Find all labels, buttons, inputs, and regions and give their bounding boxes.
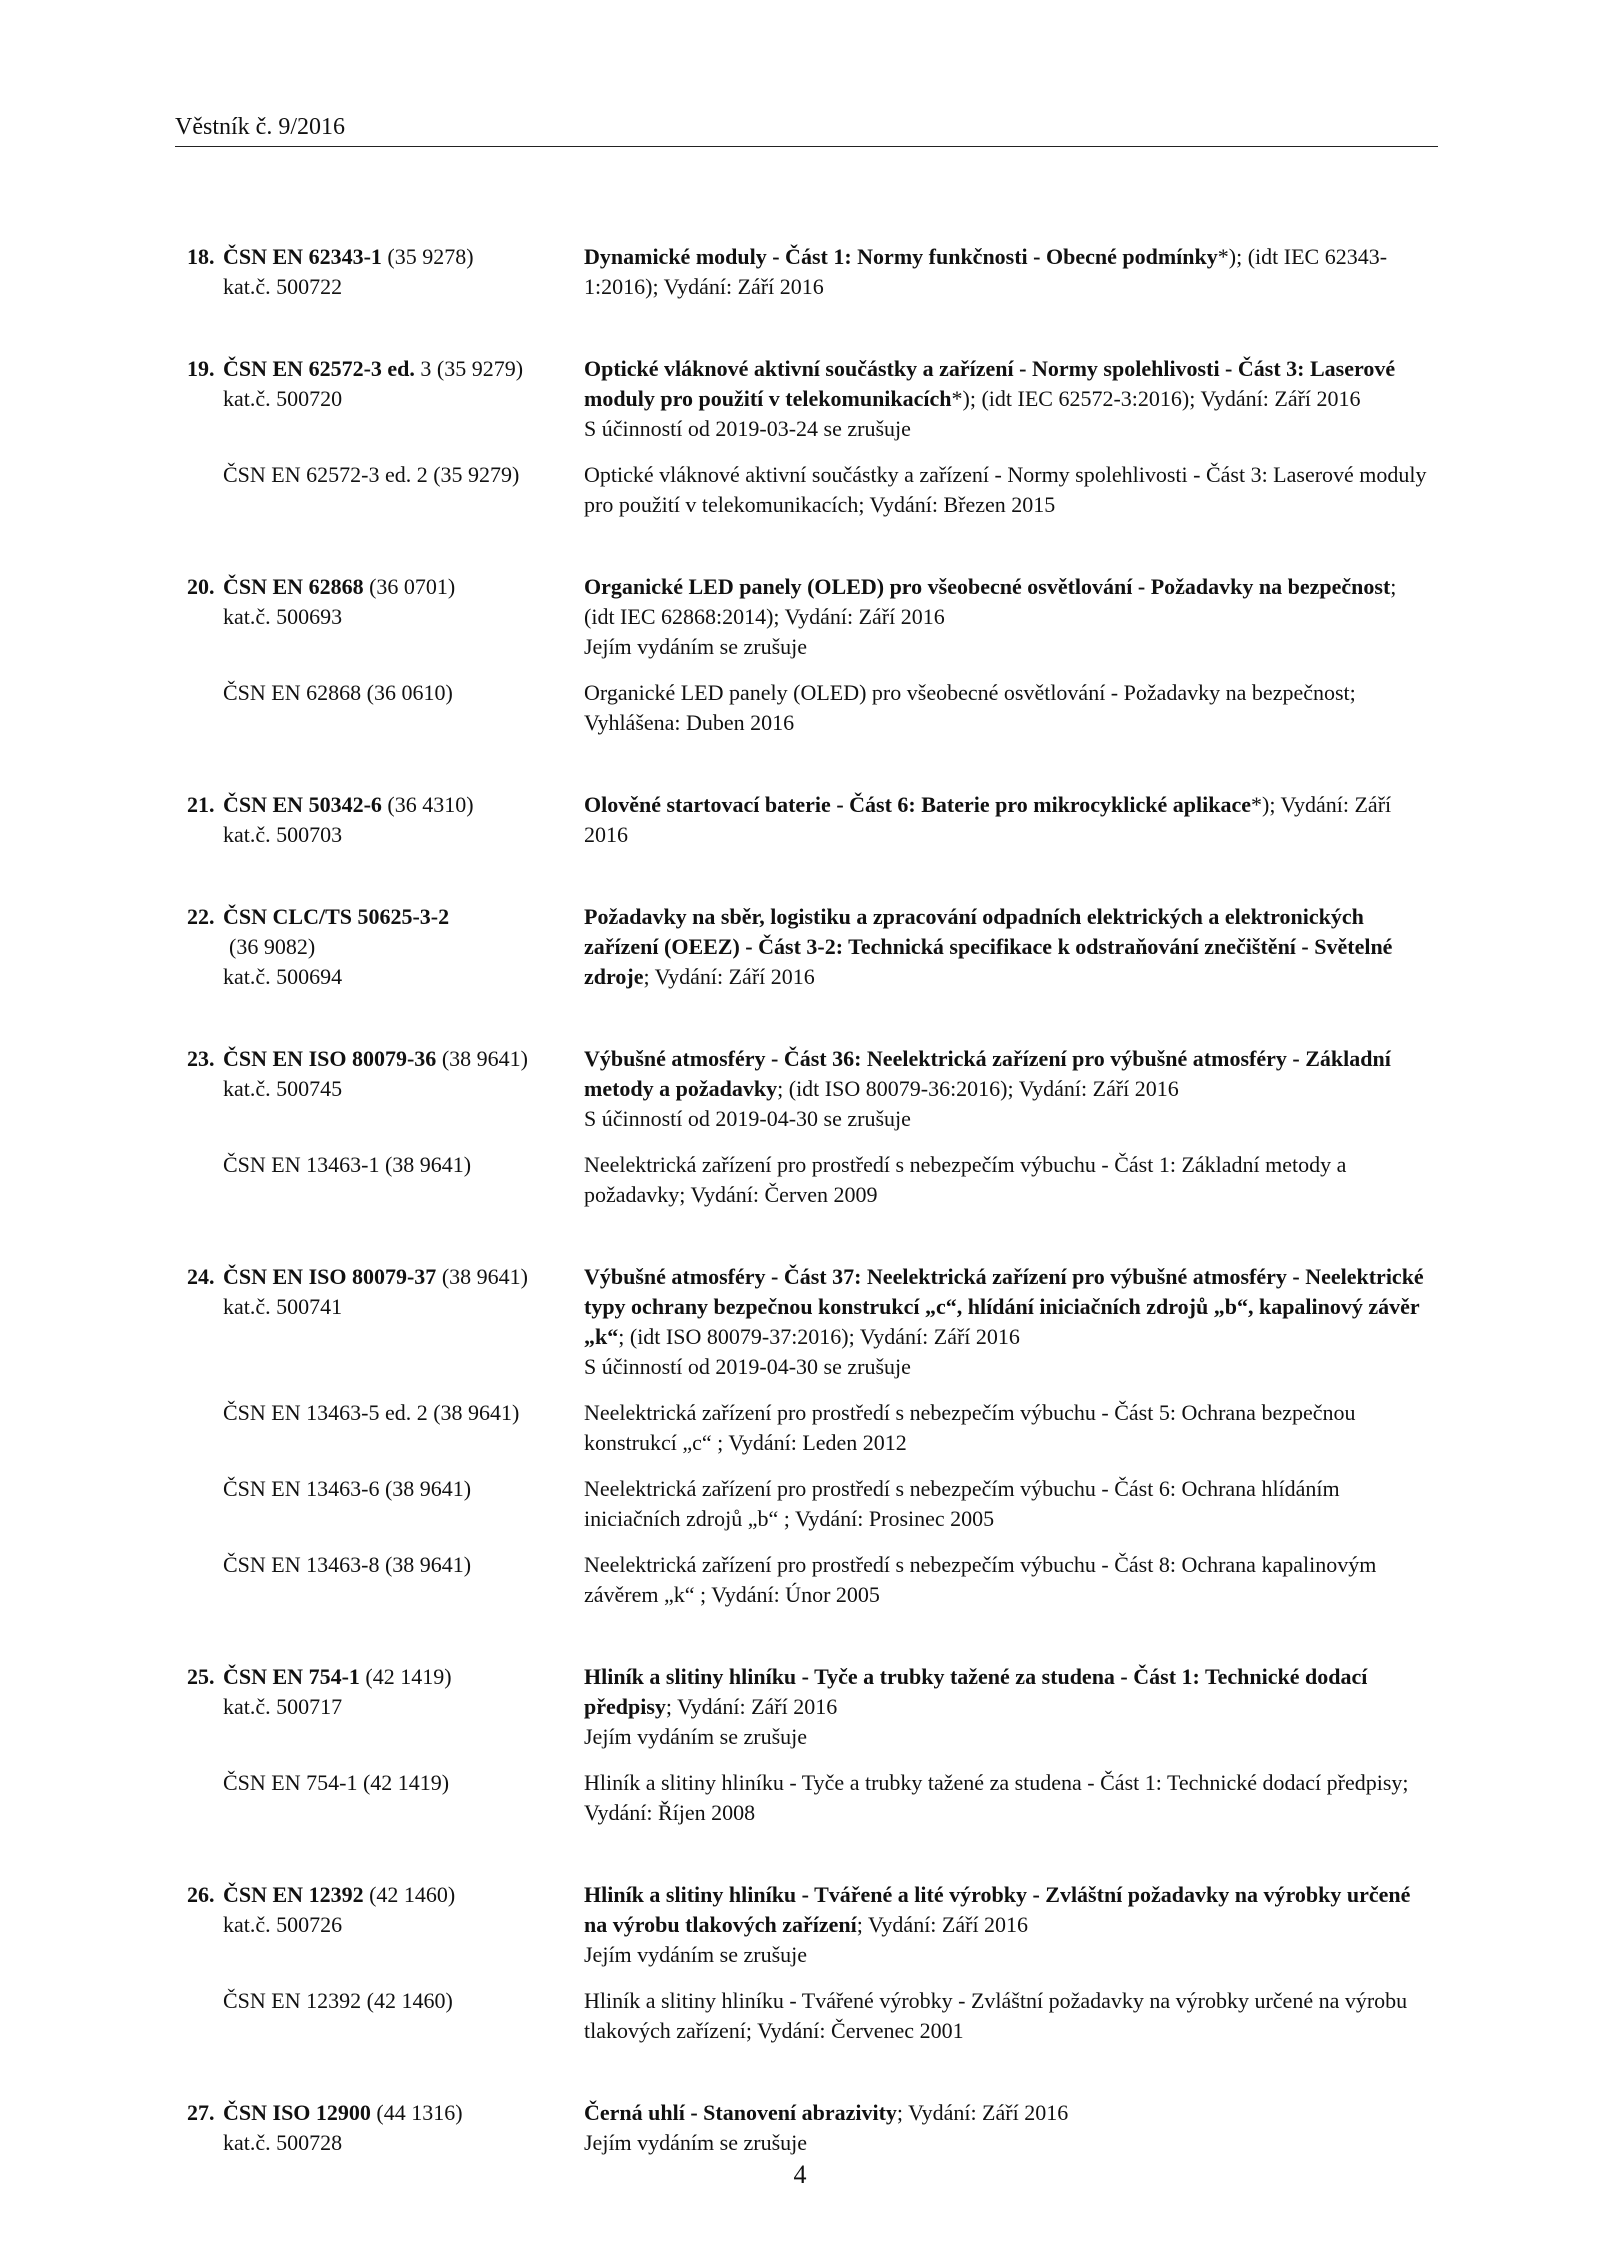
- standard-entry: [0, 1262, 1600, 1610]
- standard-entry: [0, 354, 1600, 520]
- replaced-standard-identifiers: [0, 1474, 584, 1534]
- entry-main-row: [0, 1880, 1600, 1970]
- entry-main-row: [0, 354, 1600, 444]
- standard-classification: (36 0701): [363, 574, 456, 599]
- standard-code: [172, 790, 584, 820]
- entry-number: 20.: [187, 574, 215, 599]
- standard-code: [172, 242, 584, 272]
- standard-code: [172, 1880, 584, 1910]
- entry-main-row: [0, 572, 1600, 662]
- entry-identifiers: [0, 2098, 584, 2158]
- standard-classification-extra: (36 9082): [229, 934, 316, 959]
- standard-entry: [0, 1044, 1600, 1210]
- journal-header: Věstník č. 9/2016: [175, 114, 345, 140]
- entry-main-row: [0, 902, 1600, 992]
- standard-details: *); Vydání: Září 2016: [584, 792, 1392, 847]
- replaced-standard-description: Optické vláknové aktivní součástky a zařízení - Normy spolehlivosti - Část 3: Laserové moduly pro použití v telekomunikacích; Vydání: Březen 2015: [584, 462, 1427, 517]
- entry-identifiers: [0, 1044, 584, 1134]
- standard-title: Olověné startovací baterie - Část 6: Baterie pro mikrocyklické aplikace: [584, 792, 1252, 817]
- replaced-standard-code: ČSN EN 13463-5 ed. 2 (38 9641): [223, 1400, 520, 1425]
- standard-entry: [0, 572, 1600, 738]
- standard-details: *); (idt IEC 62572-3:2016); Vydání: Září 2016: [951, 386, 1361, 411]
- replaced-standard-code: ČSN EN 62572-3 ed. 2 (35 9279): [223, 462, 520, 487]
- standard-code-bold: ČSN ISO 12900: [223, 2100, 371, 2125]
- withdrawal-note: Jejím vydáním se zrušuje: [584, 1942, 808, 1967]
- standard-title: Dynamické moduly - Část 1: Normy funkčnosti - Obecné podmínky: [584, 244, 1218, 269]
- entry-identifiers: [0, 790, 584, 850]
- entry-description: [584, 2098, 1429, 2158]
- catalog-number: kat.č. 500693: [223, 604, 343, 629]
- standard-classification: (42 1460): [363, 1882, 456, 1907]
- entry-number: 27.: [187, 2100, 215, 2125]
- entry-main-row: [0, 242, 1600, 302]
- standard-code-bold: ČSN CLC/TS 50625-3-2: [223, 904, 450, 929]
- entry-main-row: [0, 790, 1600, 850]
- replaced-standard-code: ČSN EN 13463-6 (38 9641): [223, 1476, 472, 1501]
- standard-entry: [0, 902, 1600, 992]
- replaced-standard-row: [0, 1986, 1600, 2046]
- catalog-number: kat.č. 500717: [223, 1694, 343, 1719]
- entry-main-row: [0, 1044, 1600, 1134]
- catalog-number: kat.č. 500745: [223, 1076, 343, 1101]
- catalog-number: kat.č. 500720: [223, 386, 343, 411]
- replaced-standard-identifiers: [0, 460, 584, 520]
- standard-code: [172, 1044, 584, 1074]
- standard-title: Výbušné atmosféry - Část 36: Neelektrická zařízení pro výbušné atmosféry - Základní metody a požadavky: [584, 1046, 1391, 1101]
- standard-entry: [0, 2098, 1600, 2158]
- entry-identifiers: [0, 242, 584, 302]
- standard-classification: (36 4310): [381, 792, 474, 817]
- standard-classification: (35 9278): [381, 244, 474, 269]
- standard-title: Požadavky na sběr, logistiku a zpracování odpadních elektrických a elektronických zařízení (OEEZ) - Část 3-2: Technická specifikace k odstraňování znečištění - Světelné zdroje: [584, 904, 1393, 989]
- entry-description: [584, 1044, 1429, 1134]
- standard-entry: [0, 242, 1600, 302]
- standard-code-bold: ČSN EN 754-1: [223, 1664, 360, 1689]
- entry-number: 18.: [187, 244, 215, 269]
- standard-code-bold: ČSN EN 62343-1: [223, 244, 382, 269]
- standard-code-bold: ČSN EN 50342-6: [223, 792, 382, 817]
- entry-main-row: [0, 2098, 1600, 2158]
- standard-details: ; Vydání: Září 2016: [896, 2100, 1069, 2125]
- replaced-standard-code: ČSN EN 13463-8 (38 9641): [223, 1552, 472, 1577]
- entry-number: 23.: [187, 1046, 215, 1071]
- replaced-standard-code: ČSN EN 754-1 (42 1419): [223, 1770, 450, 1795]
- standard-title: Organické LED panely (OLED) pro všeobecné osvětlování - Požadavky na bezpečnost: [584, 574, 1391, 599]
- standard-code-bold: ČSN EN ISO 80079-37: [223, 1264, 437, 1289]
- replaced-standard-code: ČSN EN 13463-1 (38 9641): [223, 1152, 472, 1177]
- entry-number: 21.: [187, 792, 215, 817]
- withdrawal-note: S účinností od 2019-03-24 se zrušuje: [584, 416, 911, 441]
- entry-number: 26.: [187, 1882, 215, 1907]
- standard-entry: [0, 1880, 1600, 2046]
- replaced-standard-row: [0, 1150, 1600, 1210]
- standard-classification: (38 9641): [436, 1264, 528, 1289]
- withdrawal-note: S účinností od 2019-04-30 se zrušuje: [584, 1106, 911, 1131]
- standard-classification: (44 1316): [370, 2100, 463, 2125]
- standard-code-bold: ČSN EN 12392: [223, 1882, 364, 1907]
- replaced-standard-code: ČSN EN 62868 (36 0610): [223, 680, 453, 705]
- standard-title: Výbušné atmosféry - Část 37: Neelektrická zařízení pro výbušné atmosféry - Neelektrické typy ochrany bezpečnou konstrukcí „c“, hlídání iniciačních zdrojů „b“, kapalinový závěr „k“: [584, 1264, 1424, 1349]
- entry-identifiers: [0, 1262, 584, 1382]
- standard-classification: 3 (35 9279): [414, 356, 524, 381]
- replaced-standard-row: [0, 678, 1600, 738]
- standard-details: ; Vydání: Září 2016: [856, 1912, 1029, 1937]
- standard-classification: (42 1419): [359, 1664, 452, 1689]
- replaced-standard-description: Neelektrická zařízení pro prostředí s nebezpečím výbuchu - Část 5: Ochrana bezpečnou konstrukcí „c“ ; Vydání: Leden 2012: [584, 1400, 1356, 1455]
- replaced-standard-identifiers: [0, 1986, 584, 2046]
- replaced-standard-description: Neelektrická zařízení pro prostředí s nebezpečím výbuchu - Část 8: Ochrana kapalinovým závěrem „k“ ; Vydání: Únor 2005: [584, 1552, 1377, 1607]
- catalog-number: kat.č. 500726: [223, 1912, 343, 1937]
- entry-description: [584, 572, 1429, 662]
- entry-number: 19.: [187, 356, 215, 381]
- entry-number: 25.: [187, 1664, 215, 1689]
- catalog-number: kat.č. 500722: [223, 274, 343, 299]
- catalog-number: kat.č. 500728: [223, 2130, 343, 2155]
- standard-code: [172, 354, 584, 384]
- entry-description: [584, 1262, 1429, 1382]
- replaced-standard-row: [0, 1398, 1600, 1458]
- standard-code: [172, 572, 584, 602]
- replaced-standard-row: [0, 1474, 1600, 1534]
- replaced-standard-identifiers: [0, 1550, 584, 1610]
- standard-details: ; (idt ISO 80079-36:2016); Vydání: Září 2016: [777, 1076, 1179, 1101]
- standard-code-bold: ČSN EN 62868: [223, 574, 364, 599]
- entry-description: [584, 790, 1429, 850]
- entry-identifiers: [0, 572, 584, 662]
- entry-identifiers: [0, 1880, 584, 1970]
- replaced-standard-identifiers: [0, 678, 584, 738]
- standard-details: ; (idt ISO 80079-37:2016); Vydání: Září 2016: [618, 1324, 1020, 1349]
- entry-description: [584, 902, 1429, 992]
- standard-classification: (38 9641): [436, 1046, 528, 1071]
- entry-description: [584, 1662, 1429, 1752]
- replaced-standard-identifiers: [0, 1768, 584, 1828]
- standard-code: [172, 1662, 584, 1692]
- replaced-standard-description: Neelektrická zařízení pro prostředí s nebezpečím výbuchu - Část 1: Základní metody a požadavky; Vydání: Červen 2009: [584, 1152, 1347, 1207]
- replaced-standard-description: Neelektrická zařízení pro prostředí s nebezpečím výbuchu - Část 6: Ochrana hlídáním iniciačních zdrojů „b“ ; Vydání: Prosinec 2005: [584, 1476, 1340, 1531]
- replaced-standard-description: Hliník a slitiny hliníku - Tyče a trubky tažené za studena - Část 1: Technické dodací předpisy; Vydání: Říjen 2008: [584, 1770, 1409, 1825]
- withdrawal-note: Jejím vydáním se zrušuje: [584, 634, 808, 659]
- catalog-number: kat.č. 500694: [223, 964, 343, 989]
- standard-code-bold: ČSN EN 62572-3 ed.: [223, 356, 415, 381]
- entry-identifiers: [0, 354, 584, 444]
- catalog-number: kat.č. 500703: [223, 822, 343, 847]
- entry-number: 22.: [187, 904, 215, 929]
- entry-description: [584, 354, 1429, 444]
- standard-title: Černá uhlí - Stanovení abrazivity: [584, 2100, 897, 2125]
- standard-title: Hliník a slitiny hliníku - Tyče a trubky tažené za studena - Část 1: Technické dodací předpisy: [584, 1664, 1368, 1719]
- standard-title: Hliník a slitiny hliníku - Tvářené a lité výrobky - Zvláštní požadavky na výrobky určené na výrobu tlakových zařízení: [584, 1882, 1411, 1937]
- header-rule: [175, 146, 1438, 147]
- replaced-standard-row: [0, 1768, 1600, 1828]
- withdrawal-note: Jejím vydáním se zrušuje: [584, 1724, 808, 1749]
- replaced-standard-row: [0, 460, 1600, 520]
- entry-main-row: [0, 1262, 1600, 1382]
- entry-main-row: [0, 1662, 1600, 1752]
- standard-title: Optické vláknové aktivní součástky a zařízení - Normy spolehlivosti - Část 3: Laserové moduly pro použití v telekomunikacích: [584, 356, 1396, 411]
- entry-number: 24.: [187, 1264, 215, 1289]
- catalog-number: kat.č. 500741: [223, 1294, 343, 1319]
- withdrawal-note: S účinností od 2019-04-30 se zrušuje: [584, 1354, 911, 1379]
- standard-entry: [0, 790, 1600, 850]
- standard-code-bold: ČSN EN ISO 80079-36: [223, 1046, 437, 1071]
- page-number: 4: [793, 2160, 807, 2189]
- entry-identifiers: [0, 902, 584, 992]
- standard-details: *); (idt IEC 62343-1:2016); Vydání: Září 2016: [584, 244, 1388, 299]
- standard-details: ; (idt IEC 62868:2014); Vydání: Září 2016: [584, 574, 1397, 629]
- standard-details: ; Vydání: Září 2016: [643, 964, 815, 989]
- standard-code: [172, 2098, 584, 2128]
- entry-description: [584, 242, 1429, 302]
- replaced-standard-code: ČSN EN 12392 (42 1460): [223, 1988, 453, 2013]
- replaced-standard-description: Hliník a slitiny hliníku - Tvářené výrobky - Zvláštní požadavky na výrobky určené na výrobu tlakových zařízení; Vydání: Červenec 2001: [584, 1988, 1408, 2043]
- standard-code: [172, 1262, 584, 1292]
- entry-identifiers: [0, 1662, 584, 1752]
- entry-description: [584, 1880, 1429, 1970]
- standard-entry: [0, 1662, 1600, 1828]
- replaced-standard-row: [0, 1550, 1600, 1610]
- withdrawal-note: Jejím vydáním se zrušuje: [584, 2130, 808, 2155]
- standard-code: [172, 902, 584, 932]
- standards-list: [0, 242, 1600, 2210]
- replaced-standard-identifiers: [0, 1398, 584, 1458]
- replaced-standard-description: Organické LED panely (OLED) pro všeobecné osvětlování - Požadavky na bezpečnost; Vyhlášena: Duben 2016: [584, 680, 1356, 735]
- replaced-standard-identifiers: [0, 1150, 584, 1210]
- standard-details: ; Vydání: Září 2016: [665, 1694, 838, 1719]
